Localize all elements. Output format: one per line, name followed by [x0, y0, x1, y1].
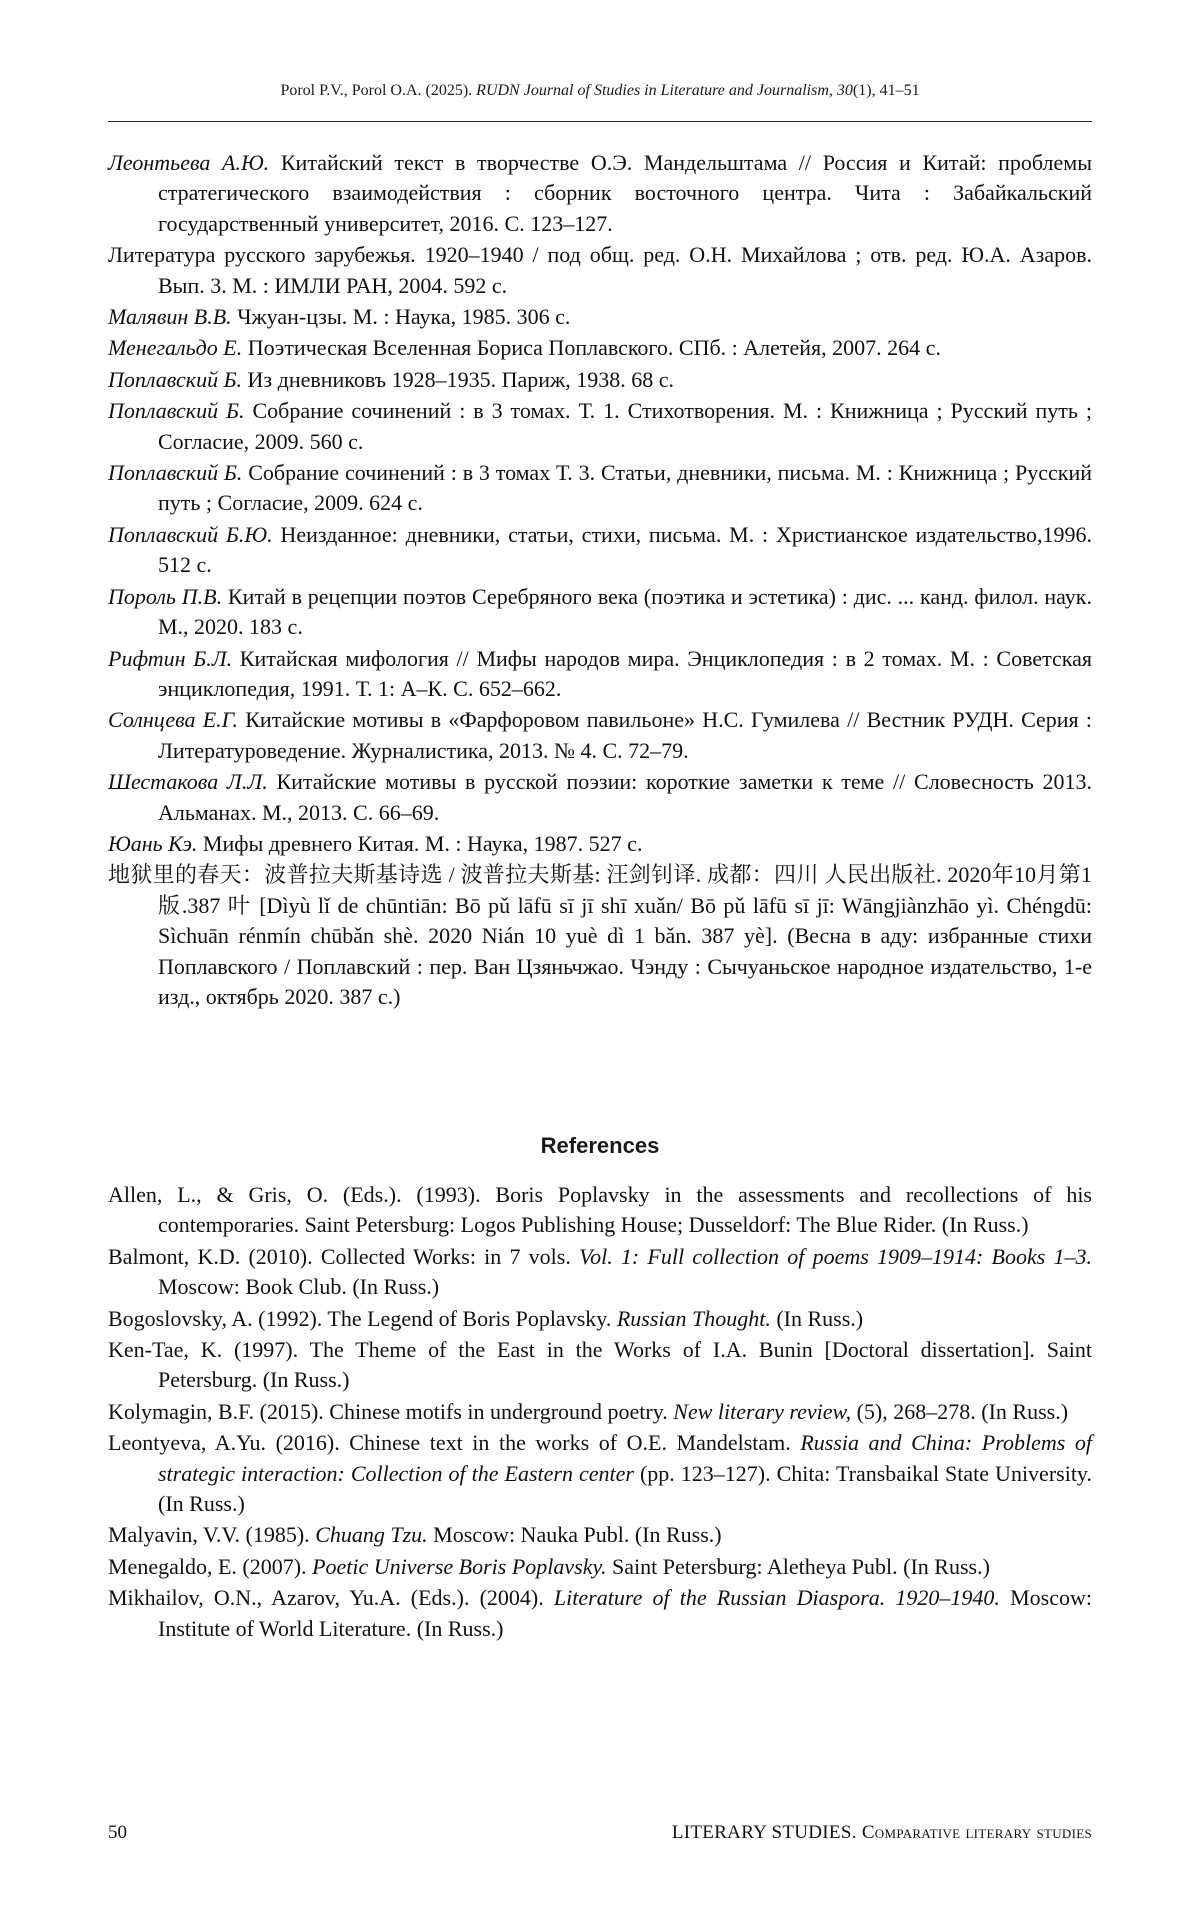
reference-entry	[108, 1335, 1092, 1396]
bibliography-entry	[108, 302, 1092, 332]
reference-after: (pp. 123–127). Chita: Transbaikal State University. (In Russ.)	[158, 1461, 1092, 1516]
bibliography-entry	[108, 829, 1092, 859]
reference-entry	[108, 1552, 1092, 1582]
bibliography-text: 地狱里的春天：波普拉夫斯基诗选 / 波普拉夫斯基: 汪剑钊译. 成都：四川 人民出版社. 2020年10月第1版.387 叶 [Dìyù lǐ de chūntiān: Bō pǔ lāfū sī jī shī xuǎn/ Bō pǔ lāfū sī jī: Wāngjiànzhāo yì. Chéngdū: Sìchuān rénmín chūbǎn shè. 2020 Nián 10 yuè dì 1 bǎn. 387 yè]. (Весна в аду: избранные стихи Поплавского / Поплавский : пер. Ван Цзяньчжао. Чэнду : Сычуаньское народное издательство, 1-е изд., октябрь 2020. 387 с.)	[108, 862, 1092, 1009]
bibliography-author: Поплавский Б.	[108, 367, 242, 392]
reference-italic: Chuang Tzu.	[315, 1522, 427, 1547]
reference-before: Ken-Tae, K. (1997). The Theme of the East in the Works of I.A. Bunin [Doctoral dissertation]. Saint Petersburg. (In Russ.)	[108, 1337, 1092, 1392]
bibliography-text: Чжуан-цзы. М. : Наука, 1985. 306 с.	[232, 304, 571, 329]
reference-before: Malyavin, V.V. (1985).	[108, 1522, 315, 1547]
bibliography-list	[108, 148, 1092, 1013]
bibliography-text: Поэтическая Вселенная Бориса Поплавского. СПб. : Алетейя, 2007. 264 с.	[242, 335, 941, 360]
reference-entry	[108, 1428, 1092, 1519]
reference-italic: New literary review,	[673, 1399, 851, 1424]
reference-entry	[108, 1520, 1092, 1550]
reference-entry	[108, 1242, 1092, 1303]
references-heading: References	[108, 1133, 1092, 1159]
bibliography-entry	[108, 333, 1092, 363]
reference-entry	[108, 1180, 1092, 1241]
reference-italic: Poetic Universe Boris Poplavsky.	[312, 1554, 606, 1579]
journal-section-smallcaps: Comparative literary studies	[862, 1822, 1092, 1843]
bibliography-author: Пороль П.В.	[108, 584, 222, 609]
bibliography-text: Литература русского зарубежья. 1920–1940 / под общ. ред. О.Н. Михайлова ; отв. ред. Ю.А. Азаров. Вып. 3. М. : ИМЛИ РАН, 2004. 592 с.	[108, 242, 1092, 297]
bibliography-author: Леонтьева А.Ю.	[108, 150, 269, 175]
reference-italic: Russia and China: Problems of strategic interaction: Collection of the Eastern center	[158, 1430, 1092, 1485]
bibliography-entry	[108, 520, 1092, 581]
bibliography-author: Малявин В.В.	[108, 304, 232, 329]
journal-section	[672, 1822, 1092, 1844]
bibliography-entry	[108, 767, 1092, 828]
bibliography-author: Поплавский Б.Ю.	[108, 522, 273, 547]
reference-after: Moscow: Nauka Publ. (In Russ.)	[428, 1522, 722, 1547]
reference-italic: Russian Thought.	[617, 1306, 771, 1331]
bibliography-author: Менегальдо Е.	[108, 335, 242, 360]
bibliography-entry	[108, 365, 1092, 395]
reference-entry	[108, 1304, 1092, 1334]
bibliography-entry	[108, 240, 1092, 301]
bibliography-entry	[108, 582, 1092, 643]
bibliography-text: Из дневниковъ 1928–1935. Париж, 1938. 68 с.	[242, 367, 674, 392]
header-rule	[108, 121, 1092, 122]
bibliography-text: Китайский текст в творчестве О.Э. Мандельштама // Россия и Китай: проблемы стратегического взаимодействия : сборник восточного центра. Чита : Забайкальский государственный университет, 2016. С. 123–127.	[158, 150, 1092, 236]
bibliography-entry	[108, 148, 1092, 239]
bibliography-entry	[108, 644, 1092, 705]
reference-before: Leontyeva, A.Yu. (2016). Chinese text in the works of O.E. Mandelstam.	[108, 1430, 800, 1455]
bibliography-text: Китайская мифология // Мифы народов мира. Энциклопедия : в 2 томах. М. : Советская энциклопедия, 1991. Т. 1: А–К. С. 652–662.	[158, 646, 1092, 701]
reference-after: Moscow: Institute of World Literature. (In Russ.)	[158, 1585, 1092, 1640]
reference-before: Allen, L., & Gris, O. (Eds.). (1993). Boris Poplavsky in the assessments and recollections of his contemporaries. Saint Petersburg: Logos Publishing House; Dusseldorf: The Blue Rider. (In Russ.)	[108, 1182, 1092, 1237]
bibliography-author: Шестакова Л.Л.	[108, 769, 268, 794]
reference-entry	[108, 1583, 1092, 1644]
reference-entry	[108, 1397, 1092, 1427]
reference-after: Saint Petersburg: Aletheya Publ. (In Russ.)	[607, 1554, 990, 1579]
bibliography-text: Мифы древнего Китая. М. : Наука, 1987. 527 с.	[197, 831, 642, 856]
bibliography-author: Рифтин Б.Л.	[108, 646, 232, 671]
header-journal: RUDN Journal of Studies in Literature and Journalism, 30	[476, 82, 853, 99]
bibliography-author: Солнцева Е.Г.	[108, 707, 238, 732]
reference-before: Kolymagin, B.F. (2015). Chinese motifs in underground poetry.	[108, 1399, 673, 1424]
bibliography-author: Юань Кэ.	[108, 831, 197, 856]
bibliography-text: Китайские мотивы в русской поэзии: короткие заметки к теме // Словесность 2013. Альманах. М., 2013. С. 66–69.	[158, 769, 1092, 824]
bibliography-entry	[108, 705, 1092, 766]
bibliography-entry	[108, 458, 1092, 519]
reference-before: Menegaldo, E. (2007).	[108, 1554, 312, 1579]
reference-after: (5), 268–278. (In Russ.)	[851, 1399, 1068, 1424]
header-citation: Porol P.V., Porol O.A. (2025).	[280, 82, 476, 99]
reference-after: (In Russ.)	[771, 1306, 863, 1331]
bibliography-text: Собрание сочинений : в 3 томах Т. 3. Статьи, дневники, письма. М. : Книжница ; Русский путь ; Согласие, 2009. 624 с.	[158, 460, 1092, 515]
bibliography-text: Неизданное: дневники, статьи, стихи, письма. М. : Христианское издательство,1996. 512 с.	[158, 522, 1092, 577]
bibliography-author: Поплавский Б.	[108, 460, 242, 485]
journal-section-caps: LITERARY STUDIES.	[672, 1822, 857, 1843]
bibliography-text: Собрание сочинений : в 3 томах. Т. 1. Стихотворения. М. : Книжница ; Русский путь ; Согласие, 2009. 560 с.	[158, 398, 1092, 453]
bibliography-author: Поплавский Б.	[108, 398, 245, 423]
bibliography-entry	[108, 860, 1092, 1012]
reference-before: Bogoslovsky, A. (1992). The Legend of Boris Poplavsky.	[108, 1306, 617, 1331]
running-header	[108, 82, 1092, 100]
reference-italic: Vol. 1: Full collection of poems 1909–1914: Books 1–3.	[579, 1244, 1092, 1269]
references-list	[108, 1180, 1092, 1645]
bibliography-text: Китай в рецепции поэтов Серебряного века (поэтика и эстетика) : дис. ... канд. филол. наук. М., 2020. 183 с.	[158, 584, 1092, 639]
reference-italic: Literature of the Russian Diaspora. 1920–1940.	[554, 1585, 1000, 1610]
reference-before: Balmont, K.D. (2010). Collected Works: in 7 vols.	[108, 1244, 579, 1269]
bibliography-text: Китайские мотивы в «Фарфоровом павильоне» Н.С. Гумилева // Вестник РУДН. Серия : Литературоведение. Журналистика, 2013. № 4. С. 72–79.	[158, 707, 1092, 762]
page	[0, 0, 1200, 1906]
reference-after: Moscow: Book Club. (In Russ.)	[158, 1274, 439, 1299]
reference-before: Mikhailov, O.N., Azarov, Yu.A. (Eds.). (2004).	[108, 1585, 554, 1610]
page-number: 50	[108, 1822, 127, 1844]
header-issue: (1), 41–51	[853, 82, 920, 99]
bibliography-entry	[108, 396, 1092, 457]
